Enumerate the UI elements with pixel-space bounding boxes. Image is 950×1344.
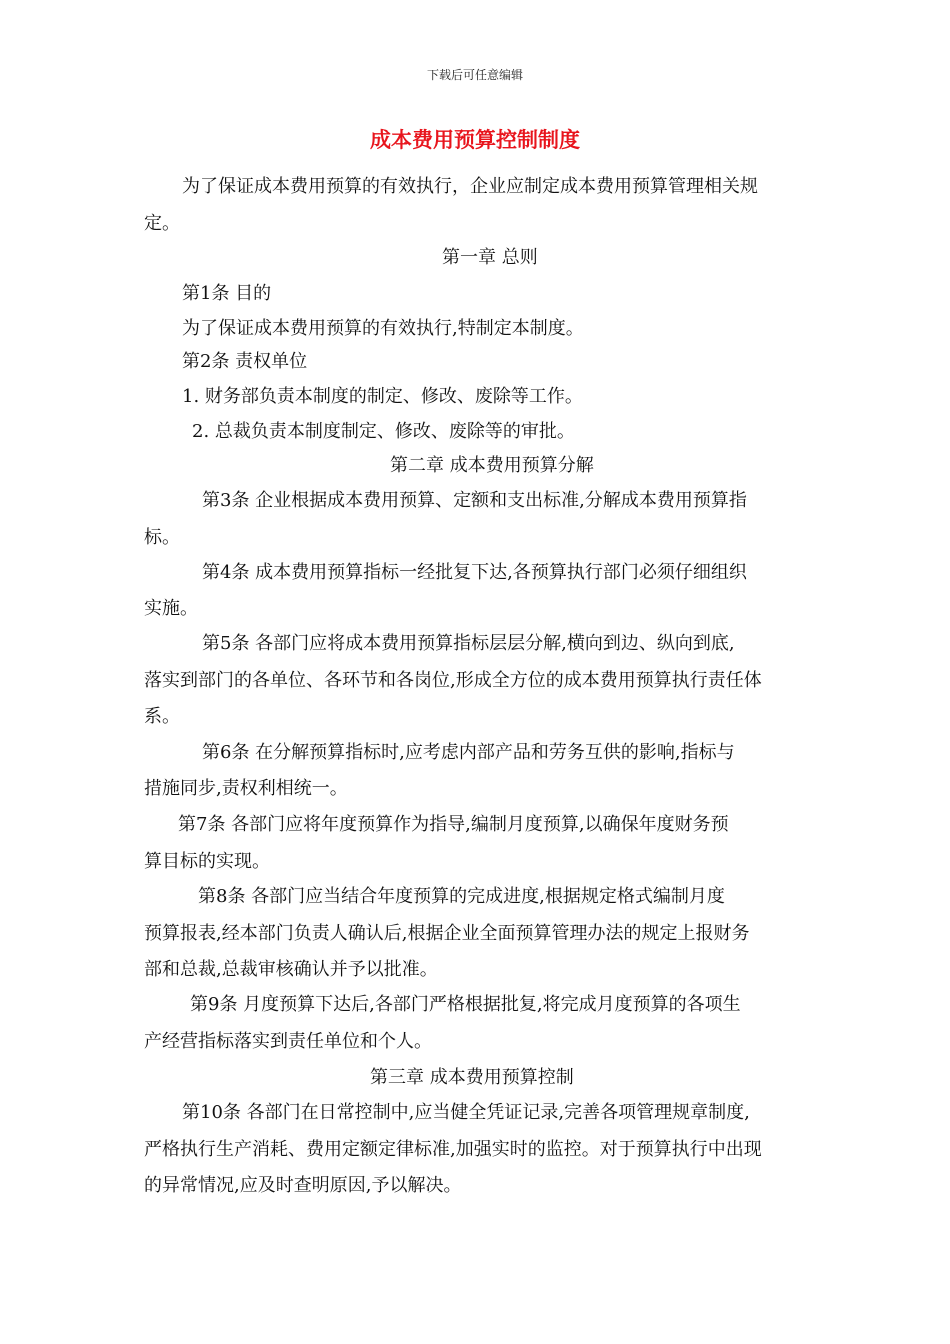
article-8-line-2: 预算报表,经本部门负责人确认后,根据企业全面预算管理办法的规定上报财务	[144, 923, 750, 944]
page-header: 下载后可任意编辑	[426, 68, 523, 82]
article-2-item-1: 1. 财务部负责本制度的制定、修改、废除等工作。	[182, 386, 583, 407]
article-2-heading: 第2条 责权单位	[182, 351, 308, 372]
chapter-3-heading: 第三章 成本费用预算控制	[370, 1067, 574, 1088]
intro-line-1: 为了保证成本费用预算的有效执行，企业应制定成本费用预算管理相关规	[182, 176, 758, 197]
article-4-line-2: 实施。	[144, 598, 198, 619]
article-7-line-1: 第7条 各部门应将年度预算作为指导,编制月度预算,以确保年度财务预	[178, 814, 729, 835]
article-3-line-1: 第3条 企业根据成本费用预算、定额和支出标准,分解成本费用预算指	[202, 490, 747, 511]
article-5-line-3: 系。	[144, 706, 180, 727]
document-title: 成本费用预算控制制度	[370, 127, 580, 152]
article-8-line-3: 部和总裁,总裁审核确认并予以批准。	[144, 959, 438, 980]
article-10-line-3: 的异常情况,应及时查明原因,予以解决。	[144, 1175, 462, 1196]
chapter-2-heading: 第二章 成本费用预算分解	[390, 455, 594, 476]
article-5-line-1: 第5条 各部门应将成本费用预算指标层层分解,横向到边、纵向到底,	[202, 633, 735, 654]
article-6-line-1: 第6条 在分解预算指标时,应考虑内部产品和劳务互供的影响,指标与	[202, 742, 735, 763]
article-4-line-1: 第4条 成本费用预算指标一经批复下达,各预算执行部门必须仔细组织	[202, 562, 747, 583]
article-9-line-1: 第9条 月度预算下达后,各部门严格根据批复,将完成月度预算的各项生	[190, 994, 741, 1015]
chapter-1-heading: 第一章 总则	[442, 247, 538, 268]
article-9-line-2: 产经营指标落实到责任单位和个人。	[144, 1031, 432, 1052]
article-8-line-1: 第8条 各部门应当结合年度预算的完成进度,根据规定格式编制月度	[198, 886, 725, 907]
article-7-line-2: 算目标的实现。	[144, 851, 270, 872]
article-5-line-2: 落实到部门的各单位、各环节和各岗位,形成全方位的成本费用预算执行责任体	[144, 670, 762, 691]
article-6-line-2: 措施同步,责权利相统一。	[144, 778, 348, 799]
intro-line-2: 定。	[144, 213, 180, 234]
article-2-item-2: 2. 总裁负责本制度制定、修改、废除等的审批。	[192, 421, 575, 442]
article-10-line-1: 第10条 各部门在日常控制中,应当健全凭证记录,完善各项管理规章制度,	[182, 1102, 750, 1123]
article-1-heading: 第1条 目的	[182, 283, 272, 304]
article-3-line-2: 标。	[144, 527, 180, 548]
article-1-text: 为了保证成本费用预算的有效执行,特制定本制度。	[182, 318, 584, 339]
article-10-line-2: 严格执行生产消耗、费用定额定律标准,加强实时的监控。对于预算执行中出现	[144, 1139, 762, 1160]
